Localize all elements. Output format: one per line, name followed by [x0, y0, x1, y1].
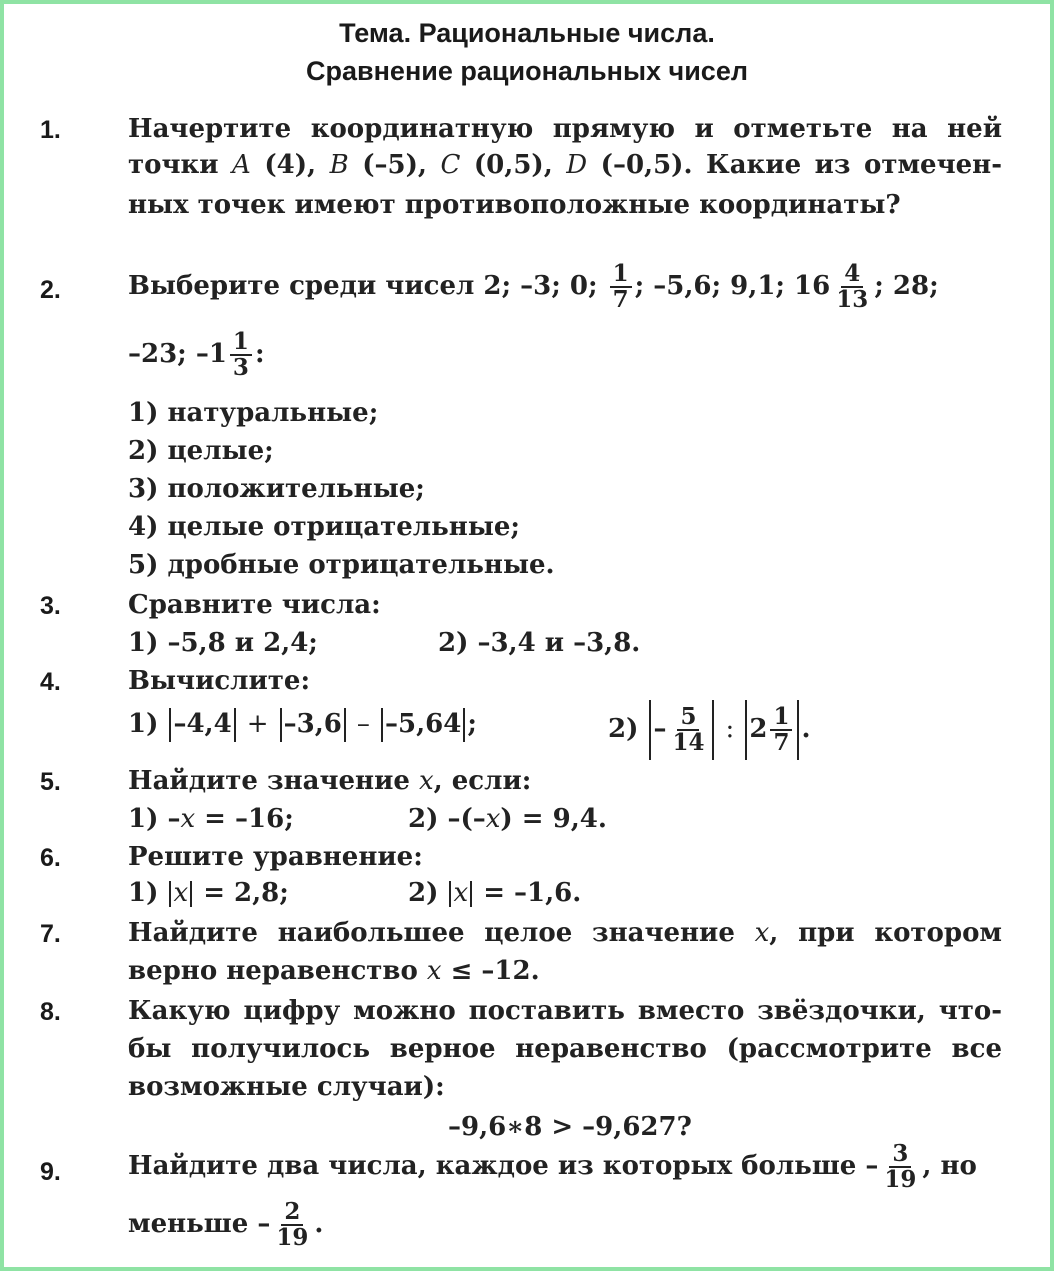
task-2-item-2: 2) целые;: [128, 436, 274, 466]
task-3-part-2: 2) –3,4 и –3,8.: [438, 628, 641, 658]
task-1-line-3: ных точек имеют противоположные координаты?: [128, 190, 901, 220]
task-3-part-1: 1) –5,8 и 2,4;: [128, 628, 318, 658]
task-2-item-1: 1) натуральные;: [128, 398, 379, 428]
task-4-part-2: 2) – $\frac{5}{14}$ : 2 $\frac{1}{7}$ .: [608, 700, 811, 760]
fraction-one-seventh: $\frac{1}{7}$: [610, 262, 632, 312]
task-5-number: 5.: [40, 768, 61, 796]
task-8-number: 8.: [40, 998, 61, 1026]
task-4-text: Вычислите:: [128, 666, 311, 696]
task-4-part-1: 1) –4,4 + –3,6 – –5,64 ;: [128, 708, 477, 742]
title-line-2: Сравнение рациональных чисел: [306, 56, 748, 86]
task-8-expression: –9,6∗8 > –9,627?: [448, 1112, 692, 1142]
fraction-three-nineteenths: $\frac{3}{19}$: [884, 1140, 917, 1194]
task-8-line-3: возможные случаи):: [128, 1072, 445, 1102]
task-2-item-4: 4) целые отрицательные;: [128, 512, 521, 542]
task-9-number: 9.: [40, 1158, 61, 1186]
task-9-line-1: Найдите два числа, каждое из которых больше – $\frac{3}{19}$ , но: [128, 1140, 977, 1194]
fraction-one-third: $\frac{1}{3}$: [230, 330, 252, 380]
task-6-text: Решите уравнение:: [128, 842, 423, 872]
task-7-line-1: Найдите наибольшее целое значение x, при котором: [128, 918, 1002, 948]
task-3-text: Сравните числа:: [128, 590, 381, 620]
worksheet: [4, 4, 1050, 1267]
fraction-four-thirteenths: $\frac{4}{13}$: [836, 260, 869, 314]
task-7-line-2: верно неравенство x ≤ –12.: [128, 956, 540, 986]
fraction-five-fourteenths: $\frac{5}{14}$: [672, 702, 705, 756]
task-3-number: 3.: [40, 592, 61, 620]
task-2-line-2: –23; –1 $\frac{1}{3}$ :: [128, 328, 265, 382]
task-2-number: 2.: [40, 276, 61, 304]
task-1-number: 1.: [40, 116, 61, 144]
task-2-line-1: Выберите среди чисел 2; –3; 0; $\frac{1}{7}$ ; –5,6; 9,1; 16 $\frac{4}{13}$ ; 28;: [128, 260, 939, 314]
task-4-number: 4.: [40, 668, 61, 696]
task-8-line-1: Какую цифру можно поставить вместо звёздочки, что-: [128, 996, 1002, 1026]
task-7-number: 7.: [40, 920, 61, 948]
fraction-two-nineteenths: $\frac{2}{19}$: [276, 1198, 309, 1252]
task-2-item-3: 3) положительные;: [128, 474, 425, 504]
task-2-item-5: 5) дробные отрицательные.: [128, 550, 555, 580]
task-9-line-2: меньше – $\frac{2}{19}$ .: [128, 1198, 324, 1252]
title-line-1: Тема. Рациональные числа.: [339, 18, 715, 48]
task-6-part-2: 2) x = –1,6.: [408, 878, 582, 908]
task-5-part-1: 1) –x = –16;: [128, 804, 294, 834]
task-6-part-1: 1) x = 2,8;: [128, 878, 289, 908]
task-5-part-2: 2) –(–x) = 9,4.: [408, 804, 607, 834]
task-1-line-2: точки A (4), B (–5), C (0,5), D (–0,5). Какие из отмечен-: [128, 150, 1002, 180]
task-8-line-2: бы получилось верное неравенство (рассмотрите все: [128, 1034, 1002, 1064]
fraction-one-seventh-mixed: $\frac{1}{7}$: [770, 705, 792, 755]
task-1-line-1: Начертите координатную прямую и отметьте на ней: [128, 114, 1002, 144]
task-6-number: 6.: [40, 844, 61, 872]
task-5-text: Найдите значение x, если:: [128, 766, 532, 796]
